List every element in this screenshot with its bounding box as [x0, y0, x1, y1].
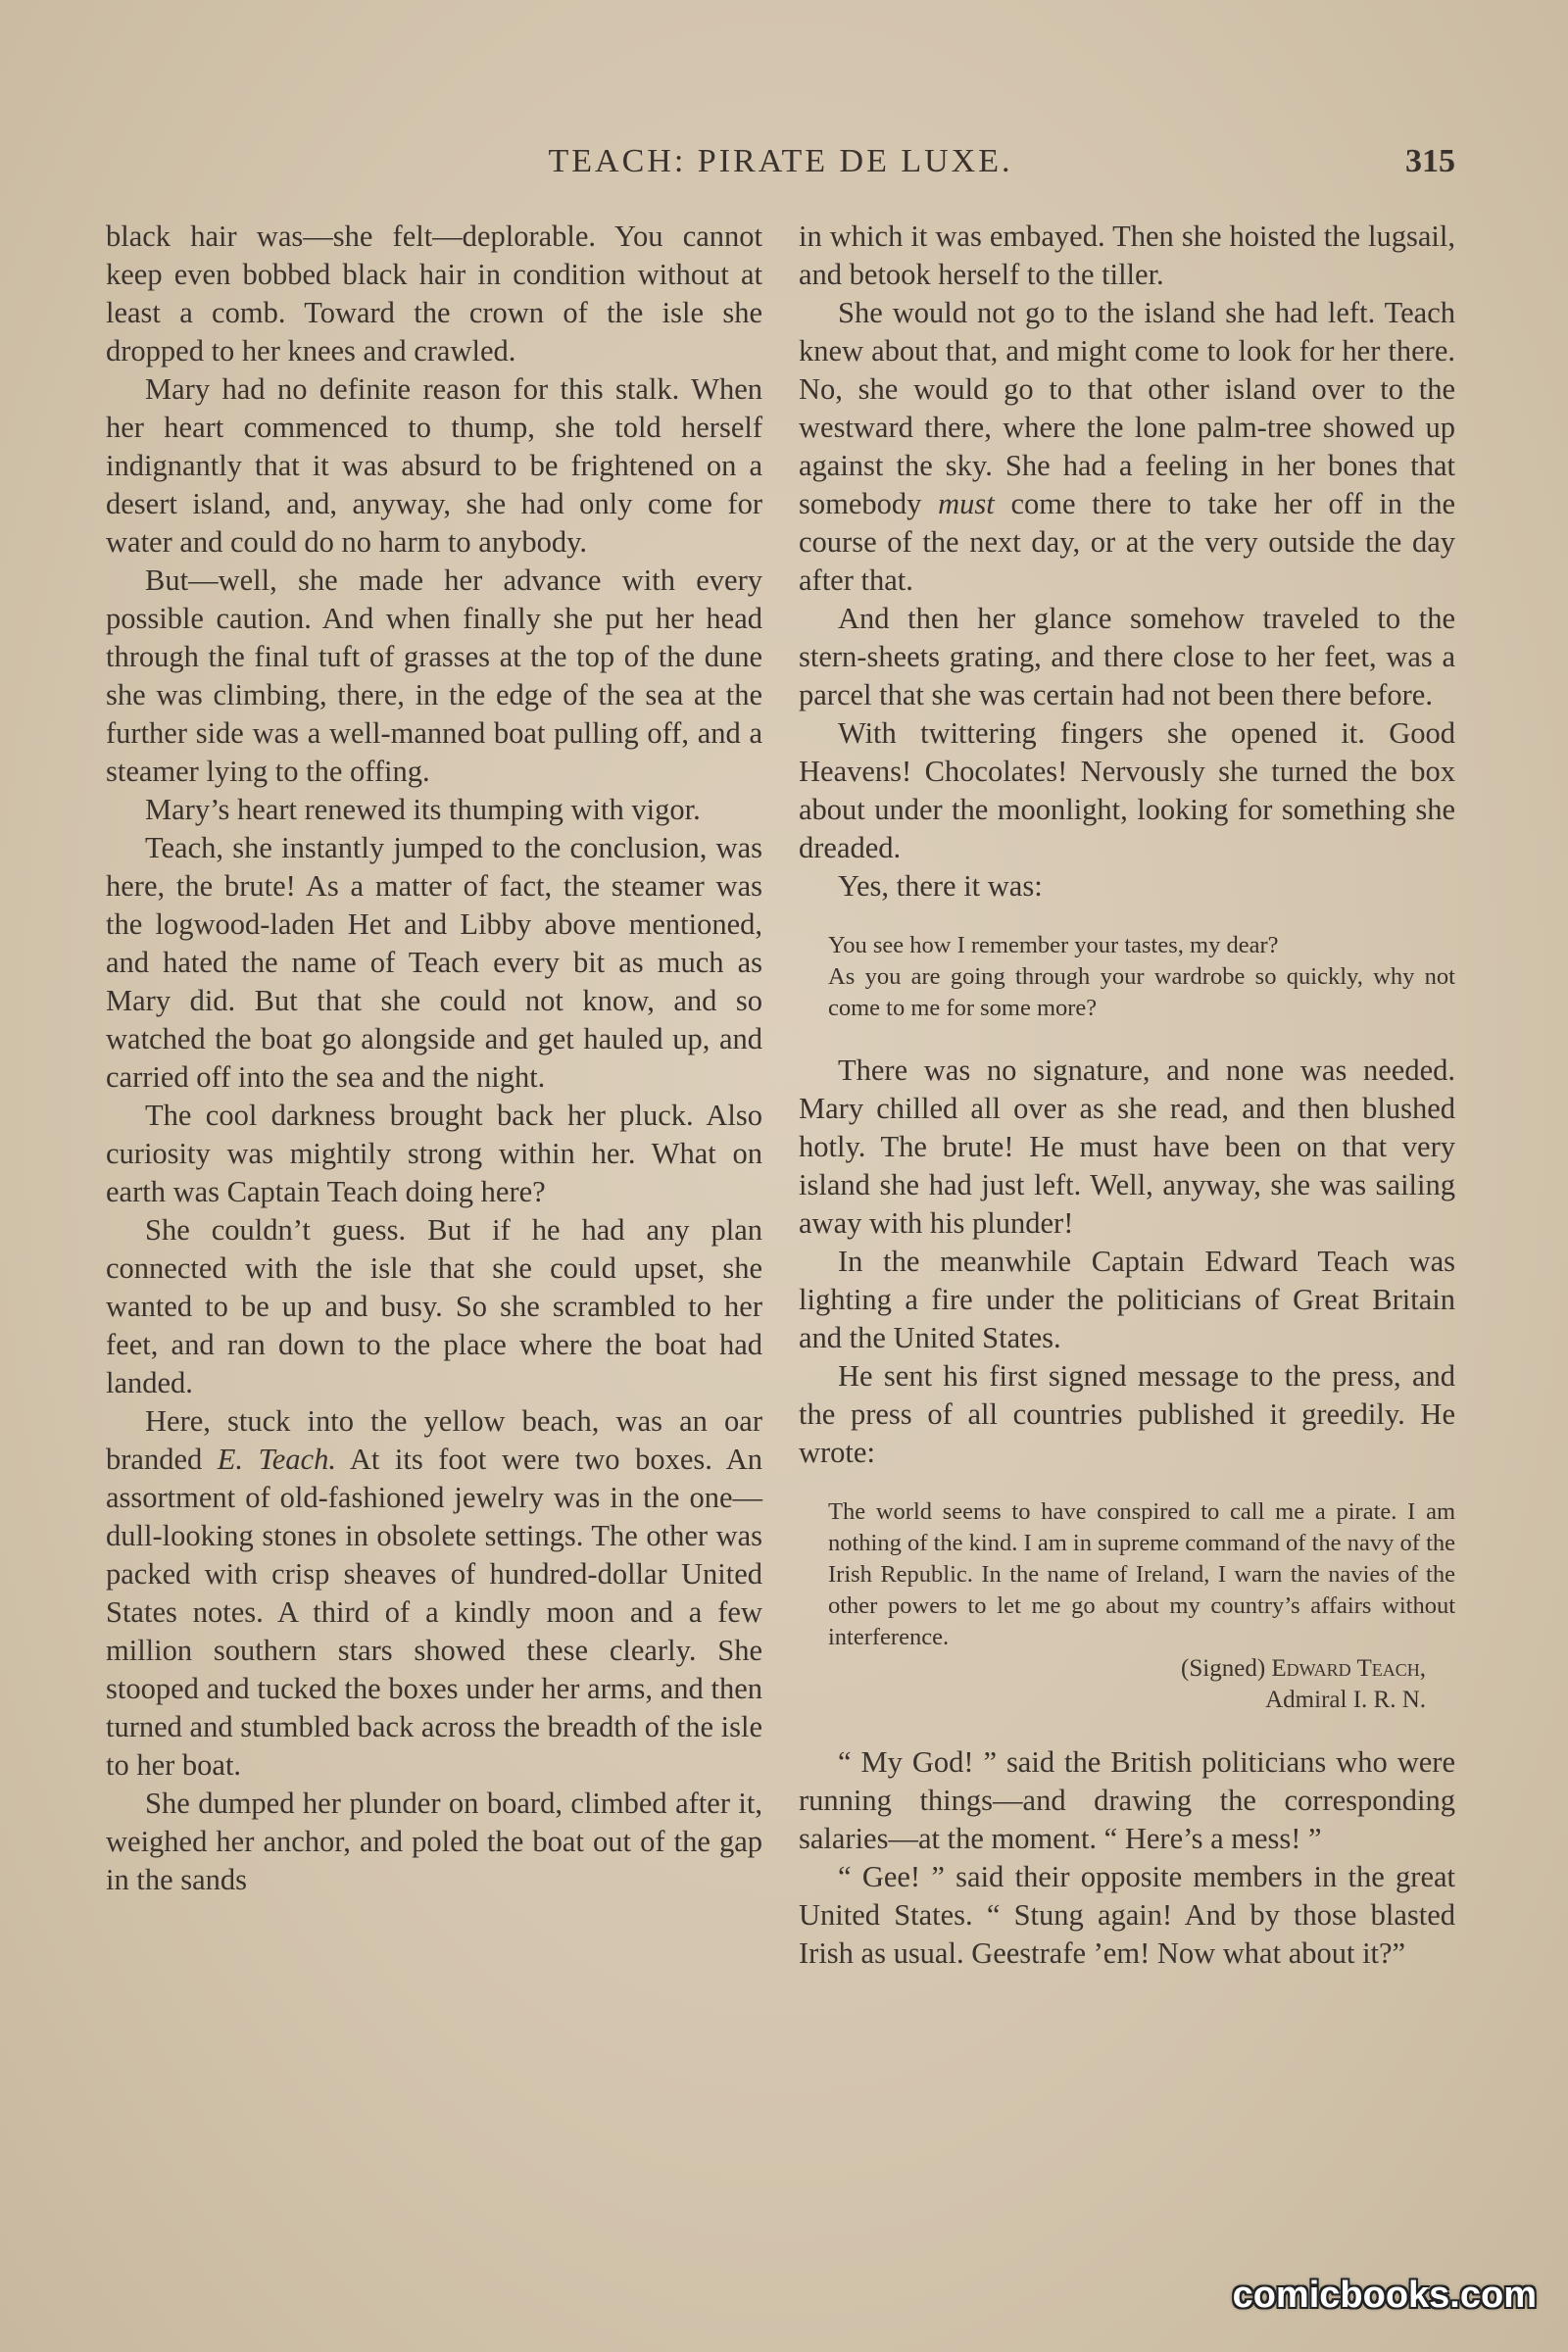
- paragraph: black hair was—she felt—deplorable. You cannot keep even bobbed black hair in condition without at least a comb. Toward the crown of the isle she dropped to her knees and crawled.: [106, 220, 762, 368]
- signature-title: Admiral I. R. N.: [1265, 1687, 1426, 1713]
- paragraph: He sent his first signed message to the press, and the press of all countries published it greedily. He wrote:: [799, 1359, 1455, 1469]
- emphasis: must: [938, 487, 995, 520]
- message-text: The world seems to have conspired to call me a pirate. I am nothing of the kind. I am in supreme command of the navy of the Irish Republic. In the name of Ireland, I warn the navies of the other powers to let me go about my country’s affairs without interference.: [828, 1498, 1455, 1650]
- right-column: [799, 218, 1455, 1973]
- paragraph: Mary’s heart renewed its thumping with vigor.: [145, 793, 701, 826]
- paragraph: Mary had no definite reason for this stalk. When her heart commenced to thump, she told herself indignantly that it was absurd to be frightened on a desert island, and, anyway, she had only come for water and could do no harm to anybody.: [106, 372, 762, 559]
- watermark: comicbooks.com: [1232, 2275, 1537, 2316]
- paragraph: [799, 294, 1455, 600]
- running-title: TEACH: PIRATE DE LUXE.: [548, 143, 1013, 179]
- paragraph: With twittering fingers she opened it. Good Heavens! Chocolates! Nervously she turned the box about under the moonlight, looking for something she dreaded.: [799, 716, 1455, 864]
- note-line: You see how I remember your tastes, my dear?: [828, 932, 1279, 958]
- paragraph: But—well, she made her advance with every possible caution. And when finally she put her head through the final tuft of grasses at the top of the dune she was climbing, there, in the edge of the sea at the further side was a well-manned boat pulling off, and a steamer lying to the offing.: [106, 564, 762, 788]
- paragraph: in which it was embayed. Then she hoisted the lugsail, and betook herself to the tiller.: [799, 220, 1455, 291]
- paragraph: There was no signature, and none was needed. Mary chilled all over as she read, and then blushed hotly. The brute! He must have been on that very island she had just left. Well, anyway, she was sailing away with his plunder!: [799, 1054, 1455, 1240]
- page-number: 315: [1405, 143, 1455, 179]
- signed-label: (Signed): [1181, 1655, 1266, 1682]
- note-line: As you are going through your wardrobe so quickly, why not come to me for some more?: [828, 963, 1455, 1021]
- text-run: At its foot were two boxes. An assortment of old-fashioned jewelry was in the one—dull-looking stones in obsolete settings. The other was packed with crisp sheaves of hundred-dollar United States notes. A third of a kindly moon and a few million southern stars showed these clearly. She stooped and tucked the boxes under her arms, and then turned and stumbled back across the breadth of the isle to her boat.: [106, 1443, 763, 1782]
- text-run: Here, stuck into the yellow beach, was an oar branded: [106, 1404, 762, 1476]
- left-column: [106, 218, 762, 1899]
- text-run: She would not go to the island she had left. Teach knew about that, and might come to look for her there. No, she would go to that other island over to the westward there, where the lone palm-tree showed up against the sky. She had a feeling in her bones that somebody: [799, 296, 1455, 520]
- paragraph: [106, 1402, 762, 1785]
- paragraph: She dumped her plunder on board, climbed after it, weighed her anchor, and poled the boat out of the gap in the sands: [106, 1787, 762, 1896]
- paragraph: In the meanwhile Captain Edward Teach was lighting a fire under the politicians of Great Britain and the United States.: [799, 1245, 1455, 1354]
- press-message: [799, 1496, 1455, 1716]
- page-header: [106, 143, 1455, 192]
- paragraph: Teach, she instantly jumped to the conclusion, was here, the brute! As a matter of fact, the steamer was the logwood-laden Het and Libby above mentioned, and hated the name of Teach every bit as much as Mary did. But that she could not know, and so watched the boat go alongside and get hauled up, and carried off into the sea and the night.: [106, 831, 762, 1094]
- paragraph: “ My God! ” said the British politicians who were running things—and drawing the corresponding salaries—at the moment. “ Here’s a mess! ”: [799, 1745, 1455, 1855]
- paragraph: The cool darkness brought back her pluck. Also curiosity was mightily strong within her. What on earth was Captain Teach doing here?: [106, 1099, 762, 1208]
- oar-brand: E. Teach.: [217, 1443, 336, 1476]
- signature: [828, 1653, 1455, 1716]
- chocolate-note: [799, 930, 1455, 1024]
- signature-name: Edward Teach,: [1271, 1655, 1426, 1682]
- paragraph: And then her glance somehow traveled to the stern-sheets grating, and there close to her feet, was a parcel that she was certain had not been there before.: [799, 602, 1455, 711]
- paragraph: Yes, there it was:: [838, 869, 1043, 903]
- text-run: come there to take her off in the course of the next day, or at the very outside the day after that.: [799, 487, 1455, 597]
- paragraph: “ Gee! ” said their opposite members in the great United States. “ Stung again! And by those blasted Irish as usual. Geestrafe ’em! Now what about it?”: [799, 1860, 1455, 1970]
- paragraph: She couldn’t guess. But if he had any plan connected with the isle that she could upset, she wanted to be up and busy. So she scrambled to her feet, and ran down to the place where the boat had landed.: [106, 1213, 762, 1399]
